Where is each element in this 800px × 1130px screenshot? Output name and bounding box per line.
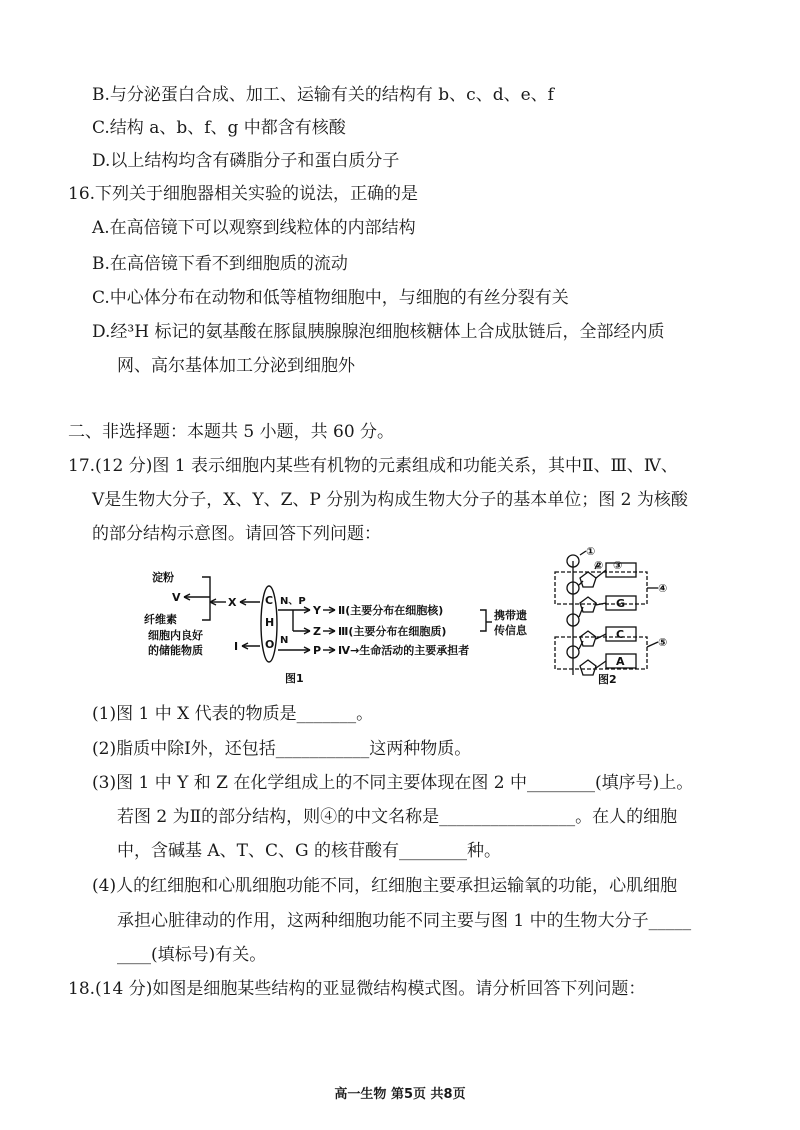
q17-stem-line1: 17.(12 分)图 1 表示细胞内某些有机物的元素组成和功能关系，其中Ⅱ、Ⅲ、Ⅳ、: [68, 456, 678, 476]
question-18-stem: 18.(14 分)如图是细胞某些结构的亚显微结构模式图。请分析回答下列问题：: [68, 979, 646, 999]
q16-option-d-line2: 网、高尔基体加工分泌到细胞外: [117, 356, 355, 376]
q16-option-c: C.中心体分布在动物和低等植物细胞中，与细胞的有丝分裂有关: [92, 288, 569, 308]
q17-sub-1: (1)图 1 中 X 代表的物质是_______。: [92, 704, 374, 724]
label-circle-4: ④: [658, 582, 668, 595]
fig1-storage-label-2: 的储能物质: [148, 644, 203, 657]
pentose-sugar: [580, 660, 596, 675]
fig1-carry-label-1: 携带遗: [494, 609, 527, 622]
pentose-sugar: [580, 631, 596, 646]
base-g-label: G: [616, 597, 626, 610]
pentose-sugar: [580, 572, 596, 587]
fig1-c-element: C: [265, 594, 274, 607]
fig1-storage-label-1: 细胞内良好: [148, 629, 203, 642]
q17-sub-3-line2: 若图 2 为Ⅱ的部分结构，则④的中文名称是________________。在人的细胞: [117, 807, 678, 827]
section-2-heading: 二、非选择题：本题共 5 小题，共 60 分。: [68, 422, 395, 442]
fig2-caption: 图2: [598, 673, 617, 685]
fig1-p-label: P: [313, 644, 322, 657]
fig1-y-label: Y: [313, 604, 321, 617]
q16-option-a: A.在高倍镜下可以观察到线粒体的内部结构: [92, 218, 416, 238]
q16-option-b: B.在高倍镜下看不到细胞质的流动: [92, 254, 348, 274]
q17-sub-4-line1: (4)人的红细胞和心肌细胞功能不同，红细胞主要承担运输氧的功能，心肌细胞: [92, 876, 678, 896]
fig1-starch-label: 淀粉: [152, 571, 174, 584]
fig1-caption: 图1: [285, 672, 304, 685]
figure-1: [130, 550, 530, 690]
q15-option-d: D.以上结构均含有磷脂分子和蛋白质分子: [92, 151, 400, 171]
base-a-label: A: [616, 655, 625, 668]
figure-2: [540, 545, 680, 685]
q17-sub-4-line2: 承担心脏律动的作用，这两种细胞功能不同主要与图 1 中的生物大分子_____: [117, 911, 692, 931]
q17-sub-3-line1: (3)图 1 中 Y 和 Z 在化学组成上的不同主要体现在图 2 中________(填序号)上。: [92, 773, 694, 793]
fig1-cellulose-label: 纤维素: [144, 613, 177, 626]
fig1-v-label: V: [172, 591, 181, 604]
fig1-o-element: O: [265, 638, 275, 651]
q17-sub-2: (2)脂质中除Ⅰ外，还包括___________这两种物质。: [92, 739, 472, 759]
fig1-carry-label-2: 传信息: [494, 624, 527, 637]
fig1-iii-text: Ⅲ(主要分布在细胞质): [338, 625, 447, 638]
fig1-i-label: I: [234, 640, 239, 653]
fig1-ii-text: Ⅱ(主要分布在细胞核): [338, 604, 444, 617]
fig1-n-label: N: [280, 635, 289, 646]
q15-option-c: C.结构 a、b、f、g 中都含有核酸: [92, 118, 346, 138]
q17-stem-line3: 的部分结构示意图。请回答下列问题：: [92, 524, 381, 544]
q17-sub-4-line3: ____(填标号)有关。: [117, 945, 267, 965]
label-circle-5: ⑤: [658, 636, 668, 649]
fig1-h-element: H: [265, 616, 275, 629]
q17-sub-3-line3: 中，含碱基 A、T、C、G 的核苷酸有________种。: [117, 841, 502, 861]
label-circle-2: ②: [594, 559, 604, 572]
q17-stem-line2: Ⅴ是生物大分子，X、Y、Z、P 分别为构成生物大分子的基本单位；图 2 为核酸: [92, 490, 688, 510]
fig1-x-label: X: [228, 596, 237, 609]
q15-option-b: B.与分泌蛋白合成、加工、运输有关的结构有 b、c、d、e、f: [92, 85, 554, 105]
q16-option-d-line1: D.经³H 标记的氨基酸在豚鼠胰腺腺泡细胞核糖体上合成肽链后，全部经内质: [92, 322, 665, 342]
fig1-np-label: N、P: [280, 596, 306, 607]
page-footer: 高一生物 第5页 共8页: [334, 1087, 466, 1102]
label-circle-3: ③: [613, 559, 623, 572]
label-circle-1: ①: [586, 545, 596, 558]
fig1-iv-text: Ⅳ→生命活动的主要承担者: [338, 644, 470, 657]
fig1-z-label: Z: [313, 625, 321, 638]
q16-stem: 16.下列关于细胞器相关实验的说法，正确的是: [68, 184, 419, 204]
base-c-label: C: [616, 628, 625, 641]
